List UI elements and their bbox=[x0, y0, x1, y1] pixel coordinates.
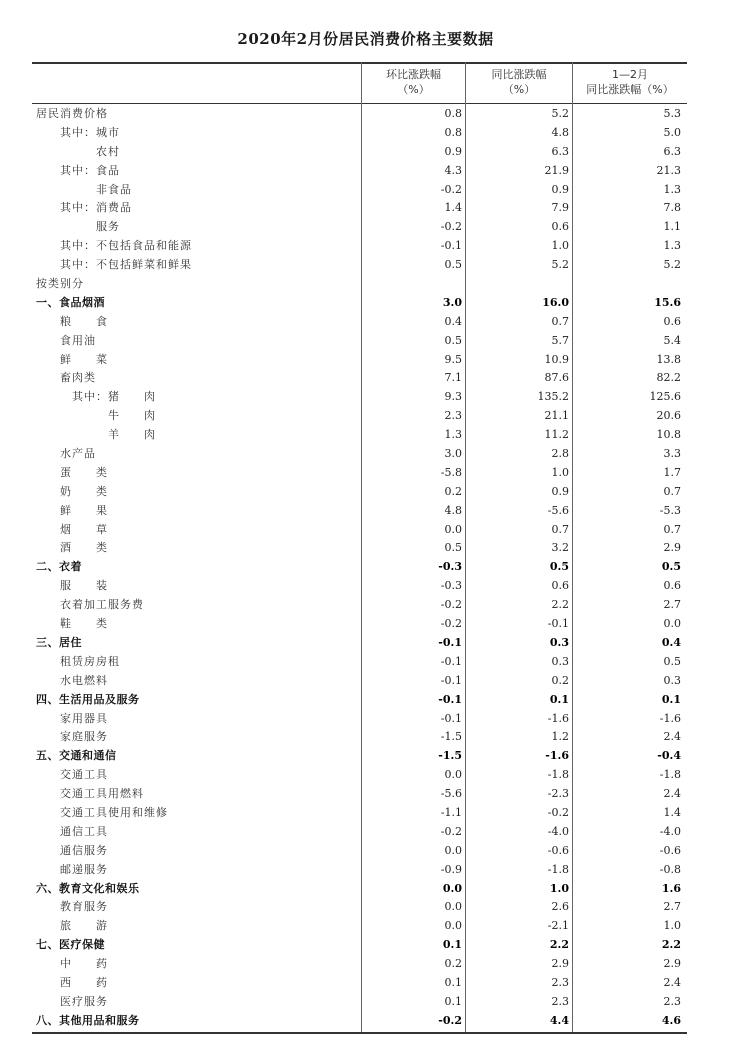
table-row bbox=[32, 407, 687, 426]
ytd-value: 1.3 bbox=[663, 239, 681, 253]
yoy-value: 2.9 bbox=[551, 957, 569, 971]
mom-value: 9.5 bbox=[444, 352, 462, 366]
yoy-value: 0.3 bbox=[551, 654, 569, 668]
mom-value: 4.8 bbox=[444, 503, 462, 517]
ytd-value: 21.3 bbox=[656, 163, 681, 177]
row-label: 通信服务 bbox=[60, 843, 108, 857]
mom-value: 1.3 bbox=[444, 428, 462, 442]
yoy-value: 2.2 bbox=[549, 938, 569, 952]
mom-value: -0.3 bbox=[438, 560, 462, 574]
row-label: 租赁房房租 bbox=[60, 654, 120, 668]
row-label: 粮 食 bbox=[60, 314, 108, 328]
header-mom-line2: （%） bbox=[397, 83, 430, 96]
row-label: 奶 类 bbox=[60, 484, 108, 498]
mom-value: -0.3 bbox=[440, 579, 462, 593]
mom-value: -0.2 bbox=[440, 220, 462, 234]
mom-value bbox=[362, 275, 462, 294]
table-row bbox=[32, 728, 687, 747]
header-yoy bbox=[466, 62, 572, 102]
row-label: 四、生活用品及服务 bbox=[36, 692, 140, 706]
mom-value: 9.3 bbox=[444, 390, 462, 404]
row-label: 食用油 bbox=[60, 333, 96, 347]
ytd-value: 0.5 bbox=[661, 560, 681, 574]
ytd-value: 4.6 bbox=[661, 1013, 681, 1027]
ytd-value: 5.4 bbox=[663, 333, 681, 347]
table-row bbox=[32, 710, 687, 729]
yoy-value: 0.6 bbox=[551, 220, 569, 234]
yoy-value: 1.2 bbox=[551, 730, 569, 744]
row-label: 家庭服务 bbox=[60, 730, 108, 744]
row-label: 其中：消费品 bbox=[60, 201, 132, 215]
ytd-value: 0.0 bbox=[663, 617, 681, 631]
yoy-value: 4.8 bbox=[551, 125, 569, 139]
mom-value: -0.2 bbox=[440, 182, 462, 196]
mom-value: 7.1 bbox=[444, 371, 462, 385]
table-row bbox=[32, 256, 687, 275]
row-label: 交通工具使用和维修 bbox=[60, 805, 168, 819]
mom-value: -5.8 bbox=[440, 465, 462, 479]
table-row bbox=[32, 823, 687, 842]
mom-value: 0.9 bbox=[444, 144, 462, 158]
ytd-value: 2.4 bbox=[663, 975, 681, 989]
header-mom-line1: 环比涨跌幅 bbox=[386, 68, 441, 81]
header-mom bbox=[362, 62, 465, 102]
mom-value: 3.0 bbox=[442, 295, 462, 309]
mom-value: -0.2 bbox=[440, 824, 462, 838]
ytd-value bbox=[573, 275, 681, 294]
yoy-value: 2.2 bbox=[551, 598, 569, 612]
row-label: 羊 肉 bbox=[108, 428, 156, 442]
table-row bbox=[32, 539, 687, 558]
table-row bbox=[32, 105, 687, 124]
mom-value: 0.5 bbox=[444, 258, 462, 272]
yoy-value: -1.8 bbox=[547, 768, 569, 782]
ytd-value: -0.6 bbox=[659, 843, 681, 857]
yoy-value: 135.2 bbox=[537, 390, 569, 404]
mom-value: -0.1 bbox=[438, 635, 462, 649]
yoy-value: 21.9 bbox=[544, 163, 569, 177]
row-label: 五、交通和通信 bbox=[36, 749, 117, 763]
yoy-value: 7.9 bbox=[551, 201, 569, 215]
table-row bbox=[32, 785, 687, 804]
table-row bbox=[32, 143, 687, 162]
table-row bbox=[32, 502, 687, 521]
ytd-value: 20.6 bbox=[656, 409, 681, 423]
ytd-value: 5.3 bbox=[663, 107, 681, 120]
row-label: 非食品 bbox=[96, 182, 132, 196]
mom-value: 0.0 bbox=[444, 522, 462, 536]
yoy-value: -1.6 bbox=[545, 749, 569, 763]
page-title: 2020年2月份居民消费价格主要数据 bbox=[237, 30, 494, 48]
table-row bbox=[32, 351, 687, 370]
yoy-value: -4.0 bbox=[547, 824, 569, 838]
row-label: 按类别分 bbox=[36, 277, 84, 291]
mom-value: 3.0 bbox=[444, 447, 462, 461]
table-row bbox=[32, 294, 687, 313]
ytd-value: 0.1 bbox=[661, 692, 681, 706]
ytd-value: 0.6 bbox=[663, 579, 681, 593]
table-row bbox=[32, 993, 687, 1012]
yoy-value: 1.0 bbox=[551, 465, 569, 479]
yoy-value: 5.7 bbox=[551, 333, 569, 347]
yoy-value: 3.2 bbox=[551, 541, 569, 555]
mom-value: 4.3 bbox=[444, 163, 462, 177]
mom-value: -1.5 bbox=[440, 730, 462, 744]
yoy-value: 5.2 bbox=[551, 258, 569, 272]
ytd-value: -4.0 bbox=[659, 824, 681, 838]
row-label: 居民消费价格 bbox=[36, 107, 108, 120]
table-row bbox=[32, 445, 687, 464]
yoy-value: 0.1 bbox=[549, 692, 569, 706]
table-row bbox=[32, 691, 687, 710]
yoy-value: 0.6 bbox=[551, 579, 569, 593]
row-label: 交通工具 bbox=[60, 768, 108, 782]
row-label: 通信工具 bbox=[60, 824, 108, 838]
table-row bbox=[32, 577, 687, 596]
yoy-value: 2.6 bbox=[551, 900, 569, 914]
ytd-value: 2.4 bbox=[663, 787, 681, 801]
row-label: 教育服务 bbox=[60, 900, 108, 914]
ytd-value: 0.3 bbox=[663, 673, 681, 687]
ytd-value: 2.2 bbox=[661, 938, 681, 952]
table-row bbox=[32, 955, 687, 974]
table-row bbox=[32, 634, 687, 653]
table-row bbox=[32, 804, 687, 823]
row-label: 鲜 菜 bbox=[60, 352, 108, 366]
table-row bbox=[32, 747, 687, 766]
table-row bbox=[32, 218, 687, 237]
yoy-value: -0.2 bbox=[547, 805, 569, 819]
table-row bbox=[32, 596, 687, 615]
row-label: 烟 草 bbox=[60, 522, 108, 536]
row-label: 其中：猪 肉 bbox=[72, 390, 156, 404]
table-row bbox=[32, 917, 687, 936]
row-label: 二、衣着 bbox=[36, 560, 82, 574]
ytd-value: 1.1 bbox=[663, 220, 681, 234]
ytd-value: 0.5 bbox=[663, 654, 681, 668]
ytd-value: 125.6 bbox=[649, 390, 681, 404]
yoy-value: 5.2 bbox=[551, 107, 569, 120]
yoy-value: 21.1 bbox=[544, 409, 569, 423]
yoy-value: 2.3 bbox=[551, 975, 569, 989]
yoy-value: 11.2 bbox=[544, 428, 569, 442]
ytd-value: -0.4 bbox=[657, 749, 681, 763]
yoy-value: 0.2 bbox=[551, 673, 569, 687]
row-label: 鲜 果 bbox=[60, 503, 108, 517]
table-row bbox=[32, 388, 687, 407]
mom-value: 1.4 bbox=[444, 201, 462, 215]
mom-value: 0.4 bbox=[444, 314, 462, 328]
yoy-value: 0.9 bbox=[551, 484, 569, 498]
mom-value: 0.2 bbox=[444, 484, 462, 498]
mom-value: 0.1 bbox=[444, 975, 462, 989]
ytd-value: 0.6 bbox=[663, 314, 681, 328]
ytd-value: -0.8 bbox=[659, 862, 681, 876]
ytd-value: 0.7 bbox=[663, 522, 681, 536]
table-row bbox=[32, 332, 687, 351]
row-label: 旅 游 bbox=[60, 919, 108, 933]
table-row bbox=[32, 861, 687, 880]
mom-value: -1.1 bbox=[440, 805, 462, 819]
ytd-value: 2.3 bbox=[663, 994, 681, 1008]
ytd-value: 1.7 bbox=[663, 465, 681, 479]
table-body bbox=[32, 105, 687, 1031]
ytd-value: 2.9 bbox=[663, 541, 681, 555]
mom-value: -0.2 bbox=[440, 617, 462, 631]
table-row bbox=[32, 369, 687, 388]
ytd-value: 2.7 bbox=[663, 598, 681, 612]
mom-value: -0.1 bbox=[440, 239, 462, 253]
row-label: 家用器具 bbox=[60, 711, 108, 725]
table-row bbox=[32, 162, 687, 181]
table-row bbox=[32, 275, 687, 294]
yoy-value: 0.3 bbox=[549, 635, 569, 649]
row-label: 衣着加工服务费 bbox=[60, 598, 144, 612]
row-label: 酒 类 bbox=[60, 541, 108, 555]
mom-value: 0.5 bbox=[444, 333, 462, 347]
table-row bbox=[32, 615, 687, 634]
ytd-value: -5.3 bbox=[659, 503, 681, 517]
mom-value: 0.0 bbox=[444, 900, 462, 914]
yoy-value: -5.6 bbox=[547, 503, 569, 517]
ytd-value: 2.4 bbox=[663, 730, 681, 744]
row-label: 六、教育文化和娱乐 bbox=[36, 881, 140, 895]
ytd-value: 1.0 bbox=[663, 919, 681, 933]
yoy-value: 4.4 bbox=[549, 1013, 569, 1027]
table-row bbox=[32, 766, 687, 785]
table-row bbox=[32, 974, 687, 993]
table-row bbox=[32, 936, 687, 955]
yoy-value: 0.7 bbox=[551, 522, 569, 536]
mom-value: 0.0 bbox=[444, 919, 462, 933]
ytd-value: 13.8 bbox=[656, 352, 681, 366]
header-ytd-line1: 1—2月 bbox=[612, 68, 648, 81]
header-ytd-line2: 同比涨跌幅（%） bbox=[586, 83, 674, 96]
yoy-value: 6.3 bbox=[551, 144, 569, 158]
ytd-value: 6.3 bbox=[663, 144, 681, 158]
row-label: 畜肉类 bbox=[60, 371, 96, 385]
ytd-value: 2.9 bbox=[663, 957, 681, 971]
mom-value: 0.1 bbox=[444, 994, 462, 1008]
table-row bbox=[32, 124, 687, 143]
ytd-value: 0.4 bbox=[661, 635, 681, 649]
row-label: 邮递服务 bbox=[60, 862, 108, 876]
ytd-value: 0.7 bbox=[663, 484, 681, 498]
ytd-value: 1.4 bbox=[663, 805, 681, 819]
table-row bbox=[32, 313, 687, 332]
row-label: 鞋 类 bbox=[60, 617, 108, 631]
row-label: 其中：食品 bbox=[60, 163, 120, 177]
yoy-value: -1.8 bbox=[547, 862, 569, 876]
ytd-value: -1.8 bbox=[659, 768, 681, 782]
mom-value: -0.2 bbox=[438, 1013, 462, 1027]
yoy-value bbox=[466, 275, 569, 294]
ytd-value: 5.0 bbox=[663, 125, 681, 139]
yoy-value: 16.0 bbox=[542, 295, 569, 309]
yoy-value: -1.6 bbox=[547, 711, 569, 725]
mom-value: 2.3 bbox=[444, 409, 462, 423]
row-label: 中 药 bbox=[60, 957, 108, 971]
table-row bbox=[32, 483, 687, 502]
table-bottom-rule bbox=[32, 1032, 687, 1034]
yoy-value: 87.6 bbox=[544, 371, 569, 385]
ytd-value: -1.6 bbox=[659, 711, 681, 725]
row-label: 水产品 bbox=[60, 447, 96, 461]
table-row bbox=[32, 237, 687, 256]
mom-value: -1.5 bbox=[438, 749, 462, 763]
mom-value: -0.1 bbox=[438, 692, 462, 706]
row-label: 蛋 类 bbox=[60, 465, 108, 479]
yoy-value: -0.6 bbox=[547, 843, 569, 857]
table-row bbox=[32, 181, 687, 200]
row-label: 西 药 bbox=[60, 975, 108, 989]
table-row bbox=[32, 880, 687, 899]
table-row bbox=[32, 199, 687, 218]
ytd-value: 2.7 bbox=[663, 900, 681, 914]
yoy-value: 2.3 bbox=[551, 994, 569, 1008]
table-row bbox=[32, 672, 687, 691]
mom-value: -0.2 bbox=[440, 598, 462, 612]
row-label: 一、食品烟酒 bbox=[36, 295, 105, 309]
yoy-value: -2.1 bbox=[547, 919, 569, 933]
table-row bbox=[32, 521, 687, 540]
row-label: 医疗服务 bbox=[60, 994, 108, 1008]
row-label: 其中：城市 bbox=[60, 125, 120, 139]
yoy-value: 0.7 bbox=[551, 314, 569, 328]
mom-value: -0.9 bbox=[440, 862, 462, 876]
mom-value: -0.1 bbox=[440, 711, 462, 725]
row-label: 其中：不包括食品和能源 bbox=[60, 239, 192, 253]
ytd-value: 82.2 bbox=[656, 371, 681, 385]
yoy-value: -0.1 bbox=[547, 617, 569, 631]
mom-value: 0.0 bbox=[444, 843, 462, 857]
yoy-value: -2.3 bbox=[547, 787, 569, 801]
row-label: 牛 肉 bbox=[108, 409, 156, 423]
mom-value: 0.8 bbox=[444, 125, 462, 139]
header-yoy-line1: 同比涨跌幅 bbox=[491, 68, 547, 81]
row-label: 八、其他用品和服务 bbox=[36, 1013, 140, 1027]
row-label: 农村 bbox=[96, 144, 120, 158]
yoy-value: 0.9 bbox=[551, 182, 569, 196]
table-row bbox=[32, 842, 687, 861]
table-row bbox=[32, 464, 687, 483]
row-label: 水电燃料 bbox=[60, 673, 108, 687]
row-label: 服务 bbox=[96, 220, 120, 234]
row-label: 七、医疗保健 bbox=[36, 938, 105, 952]
row-label: 其中：不包括鲜菜和鲜果 bbox=[60, 258, 192, 272]
row-label: 交通工具用燃料 bbox=[60, 787, 144, 801]
table-row bbox=[32, 558, 687, 577]
table-row bbox=[32, 426, 687, 445]
ytd-value: 1.6 bbox=[661, 881, 681, 895]
table-row bbox=[32, 653, 687, 672]
row-label: 服 装 bbox=[60, 579, 108, 593]
header-ytd bbox=[573, 62, 687, 102]
mom-value: -5.6 bbox=[440, 787, 462, 801]
header-yoy-line2: （%） bbox=[502, 83, 536, 96]
ytd-value: 5.2 bbox=[663, 258, 681, 272]
table-row bbox=[32, 1012, 687, 1031]
yoy-value: 10.9 bbox=[544, 352, 569, 366]
ytd-value: 3.3 bbox=[663, 447, 681, 461]
yoy-value: 1.0 bbox=[551, 239, 569, 253]
mom-value: 0.5 bbox=[444, 541, 462, 555]
mom-value: -0.1 bbox=[440, 654, 462, 668]
yoy-value: 1.0 bbox=[549, 881, 569, 895]
ytd-value: 7.8 bbox=[663, 201, 681, 215]
ytd-value: 10.8 bbox=[656, 428, 681, 442]
mom-value: 0.1 bbox=[442, 938, 462, 952]
mom-value: 0.8 bbox=[444, 107, 462, 120]
header-rule bbox=[32, 103, 687, 104]
mom-value: -0.1 bbox=[440, 673, 462, 687]
mom-value: 0.2 bbox=[444, 957, 462, 971]
row-label: 三、居住 bbox=[36, 635, 82, 649]
yoy-value: 0.5 bbox=[549, 560, 569, 574]
ytd-value: 15.6 bbox=[654, 295, 681, 309]
table-row bbox=[32, 898, 687, 917]
yoy-value: 2.8 bbox=[551, 447, 569, 461]
mom-value: 0.0 bbox=[442, 881, 462, 895]
ytd-value: 1.3 bbox=[663, 182, 681, 196]
mom-value: 0.0 bbox=[444, 768, 462, 782]
